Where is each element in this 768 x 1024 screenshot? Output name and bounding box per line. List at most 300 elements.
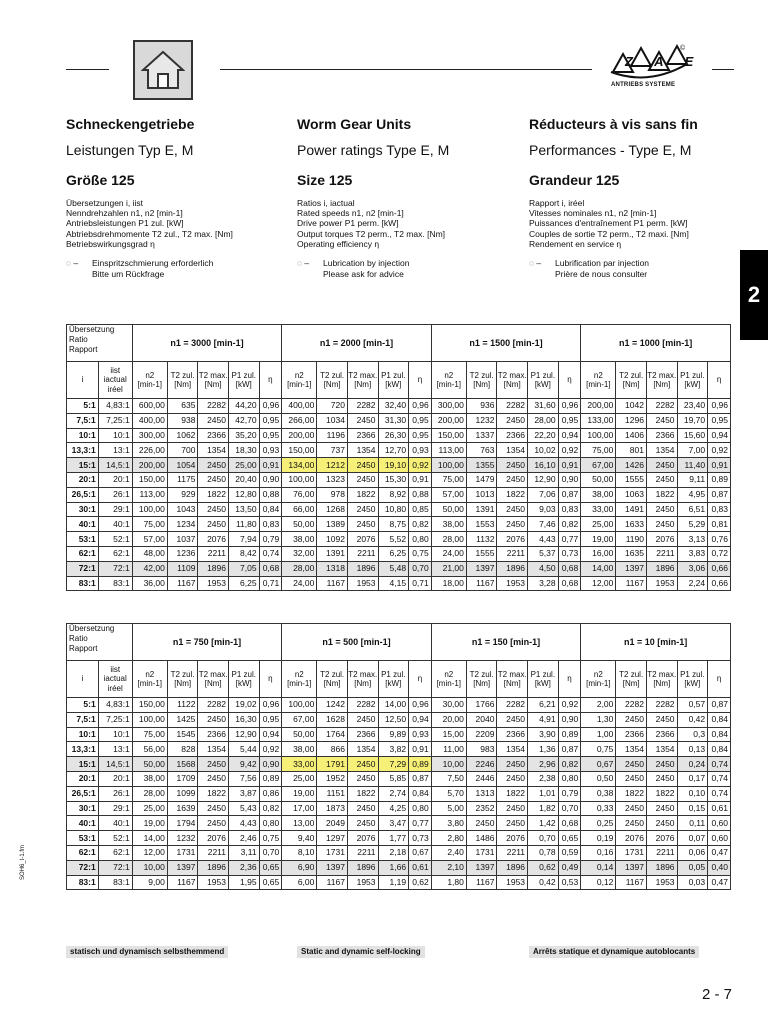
value-cell: 0,95 bbox=[259, 413, 282, 428]
value-cell: 1354 bbox=[497, 443, 528, 458]
input-speed-header: n1 = 1500 [min-1] bbox=[431, 325, 581, 362]
value-cell: 0,19 bbox=[581, 831, 616, 846]
value-cell: 0,92 bbox=[259, 742, 282, 757]
value-cell: 1313 bbox=[466, 786, 497, 801]
value-cell: 16,00 bbox=[581, 546, 616, 561]
table-row bbox=[67, 546, 731, 561]
value-cell: 0,83 bbox=[708, 502, 731, 517]
value-cell: 1873 bbox=[317, 801, 348, 816]
value-cell: 1822 bbox=[198, 786, 229, 801]
value-cell: 0,96 bbox=[409, 399, 432, 414]
value-cell: 1555 bbox=[616, 472, 647, 487]
col-label-line: T2 max. bbox=[647, 370, 677, 380]
value-cell: 1175 bbox=[167, 472, 198, 487]
col-label-line: [Nm] bbox=[503, 679, 521, 688]
value-cell: 1167 bbox=[317, 576, 348, 591]
value-cell: 2076 bbox=[198, 532, 229, 547]
spec-line: Rated speeds n1, n2 [min-1] bbox=[297, 208, 404, 219]
table-row bbox=[67, 399, 731, 414]
actual-ratio-cell: 52:1 bbox=[98, 532, 132, 547]
value-cell: 2450 bbox=[466, 816, 497, 831]
col-t2zul bbox=[466, 661, 497, 698]
value-cell: 38,00 bbox=[282, 742, 317, 757]
home-button[interactable] bbox=[133, 40, 193, 100]
value-cell: 929 bbox=[167, 487, 198, 502]
ratio-cell: 26,5:1 bbox=[67, 487, 99, 502]
col-n2 bbox=[431, 362, 466, 399]
value-cell: 0,68 bbox=[558, 561, 581, 576]
value-cell: 0,75 bbox=[259, 831, 282, 846]
input-speed-header: n1 = 3000 [min-1] bbox=[132, 325, 282, 362]
value-cell: 1354 bbox=[646, 443, 677, 458]
value-cell: 0,70 bbox=[528, 831, 559, 846]
value-cell: 9,03 bbox=[528, 502, 559, 517]
value-cell: 2,74 bbox=[378, 786, 409, 801]
value-cell: 700 bbox=[167, 443, 198, 458]
value-cell: 2049 bbox=[317, 816, 348, 831]
speed-header-row bbox=[67, 325, 731, 362]
value-cell: 20,00 bbox=[431, 712, 466, 727]
value-cell: 10,00 bbox=[431, 757, 466, 772]
value-cell: 2,96 bbox=[528, 757, 559, 772]
value-cell: 133,00 bbox=[581, 413, 616, 428]
value-cell: 1553 bbox=[466, 517, 497, 532]
value-cell: 0,79 bbox=[558, 786, 581, 801]
value-cell: 2282 bbox=[497, 698, 528, 713]
injection-symbol: ◌ – bbox=[66, 258, 79, 269]
value-cell: 1822 bbox=[646, 786, 677, 801]
value-cell: 0,96 bbox=[409, 698, 432, 713]
value-cell: 1822 bbox=[347, 786, 378, 801]
file-code: SOH6_I-1.fm bbox=[20, 844, 26, 880]
value-cell: 21,00 bbox=[431, 561, 466, 576]
value-cell: 1354 bbox=[347, 443, 378, 458]
value-cell: 0,65 bbox=[259, 860, 282, 875]
actual-ratio-cell: 83:1 bbox=[98, 576, 132, 591]
value-cell: 1,30 bbox=[581, 712, 616, 727]
value-cell: 720 bbox=[317, 399, 348, 414]
value-cell: 0,05 bbox=[677, 860, 708, 875]
actual-ratio-cell: 29:1 bbox=[98, 801, 132, 816]
value-cell: 2450 bbox=[497, 502, 528, 517]
col-label-line: [kW] bbox=[684, 679, 701, 688]
ratio-cell: 40:1 bbox=[67, 517, 99, 532]
table-row bbox=[67, 801, 731, 816]
value-cell: 0,84 bbox=[409, 786, 432, 801]
value-cell: 7,46 bbox=[528, 517, 559, 532]
value-cell: 0,91 bbox=[409, 742, 432, 757]
value-cell: 2076 bbox=[616, 831, 647, 846]
value-cell: 1639 bbox=[167, 801, 198, 816]
col-iist bbox=[98, 362, 132, 399]
value-cell: 2450 bbox=[497, 816, 528, 831]
size-en: Size 125 bbox=[297, 172, 353, 188]
logo-subtitle: ANTRIEBS SYSTEME bbox=[611, 82, 676, 88]
value-cell: 1037 bbox=[167, 532, 198, 547]
size-fr: Grandeur 125 bbox=[529, 172, 620, 188]
value-cell: 1953 bbox=[497, 576, 528, 591]
value-cell: 2450 bbox=[497, 472, 528, 487]
value-cell: 31,30 bbox=[378, 413, 409, 428]
col-label-line: T2 zul. bbox=[320, 370, 345, 380]
col-label-line: n2 bbox=[294, 370, 304, 380]
value-cell: 0,68 bbox=[558, 816, 581, 831]
col-label-line: P1 zul. bbox=[530, 370, 556, 380]
value-cell: 4,95 bbox=[677, 487, 708, 502]
col-label-line: [kW] bbox=[534, 679, 551, 688]
value-cell: 2446 bbox=[466, 771, 497, 786]
value-cell: 1952 bbox=[317, 771, 348, 786]
value-cell: 17,00 bbox=[282, 801, 317, 816]
value-cell: 113,00 bbox=[431, 443, 466, 458]
value-cell: 18,00 bbox=[431, 576, 466, 591]
col-label-line: [Nm] bbox=[354, 679, 372, 688]
value-cell: 0,92 bbox=[558, 443, 581, 458]
spec-line: Nenndrehzahlen n1, n2 [min-1] bbox=[66, 208, 183, 219]
value-cell: 2450 bbox=[198, 413, 229, 428]
col-t2max bbox=[347, 661, 378, 698]
spec-list-de bbox=[66, 198, 281, 249]
title-de: Schneckengetriebe bbox=[66, 116, 195, 132]
value-cell: 57,00 bbox=[132, 532, 167, 547]
col-t2max bbox=[347, 362, 378, 399]
value-cell: 0,82 bbox=[558, 757, 581, 772]
col-label-line: n2 bbox=[593, 370, 603, 380]
value-cell: 0,89 bbox=[259, 771, 282, 786]
value-cell: 1167 bbox=[317, 875, 348, 890]
value-cell: 1389 bbox=[317, 517, 348, 532]
value-cell: 763 bbox=[466, 443, 497, 458]
value-cell: 0,83 bbox=[558, 502, 581, 517]
value-cell: 0,84 bbox=[708, 727, 731, 742]
value-cell: 0,91 bbox=[558, 458, 581, 473]
value-cell: 2450 bbox=[616, 712, 647, 727]
value-cell: 33,00 bbox=[581, 502, 616, 517]
value-cell: 15,00 bbox=[431, 727, 466, 742]
value-cell: 0,96 bbox=[259, 399, 282, 414]
value-cell: 1167 bbox=[616, 576, 647, 591]
actual-ratio-cell: 40:1 bbox=[98, 816, 132, 831]
value-cell: 1406 bbox=[616, 428, 647, 443]
spec-line: Rapport i, iréel bbox=[529, 198, 585, 208]
value-cell: 0,53 bbox=[558, 875, 581, 890]
col-label-line: [min-1] bbox=[436, 380, 462, 389]
value-cell: 1063 bbox=[616, 487, 647, 502]
value-cell: 50,00 bbox=[581, 472, 616, 487]
value-cell: 0,82 bbox=[409, 517, 432, 532]
value-cell: 1822 bbox=[198, 487, 229, 502]
value-cell: 1391 bbox=[466, 502, 497, 517]
ratio-header bbox=[67, 624, 133, 661]
ratio-cell: 72:1 bbox=[67, 860, 99, 875]
value-cell: 2246 bbox=[466, 757, 497, 772]
actual-ratio-cell: 4,83:1 bbox=[98, 399, 132, 414]
value-cell: 226,00 bbox=[132, 443, 167, 458]
value-cell: 2209 bbox=[466, 727, 497, 742]
col-t2max bbox=[646, 362, 677, 399]
value-cell: 4,50 bbox=[528, 561, 559, 576]
value-cell: 1486 bbox=[466, 831, 497, 846]
col-label-line: P1 zul. bbox=[680, 370, 705, 380]
value-cell: 6,90 bbox=[282, 860, 317, 875]
value-cell: 0,92 bbox=[558, 698, 581, 713]
value-cell: 150,00 bbox=[431, 428, 466, 443]
value-cell: 9,00 bbox=[132, 875, 167, 890]
table-row bbox=[67, 502, 731, 517]
value-cell: 2211 bbox=[198, 546, 229, 561]
value-cell: 1896 bbox=[347, 860, 378, 875]
col-p1 bbox=[229, 661, 260, 698]
col-n2 bbox=[581, 362, 616, 399]
ratio-cell: 72:1 bbox=[67, 561, 99, 576]
value-cell: 2450 bbox=[497, 458, 528, 473]
note-line: Please ask for advice bbox=[323, 268, 404, 279]
value-cell: 1397 bbox=[616, 860, 647, 875]
value-cell: 1425 bbox=[167, 712, 198, 727]
value-cell: 2450 bbox=[198, 816, 229, 831]
value-cell: 2450 bbox=[347, 801, 378, 816]
speed-header-row bbox=[67, 624, 731, 661]
value-cell: 1,82 bbox=[528, 801, 559, 816]
value-cell: 1764 bbox=[317, 727, 348, 742]
value-cell: 2450 bbox=[347, 458, 378, 473]
title-fr: Réducteurs à vis sans fin bbox=[529, 116, 698, 132]
col-t2zul bbox=[317, 661, 348, 698]
value-cell: 0,80 bbox=[259, 816, 282, 831]
value-cell: 67,00 bbox=[282, 712, 317, 727]
title-en: Worm Gear Units bbox=[297, 116, 412, 132]
value-cell: 1397 bbox=[317, 860, 348, 875]
actual-ratio-cell: 72:1 bbox=[98, 860, 132, 875]
value-cell: 19,00 bbox=[282, 786, 317, 801]
table-row bbox=[67, 757, 731, 772]
spec-line: Übersetzungen i, iist bbox=[66, 198, 144, 208]
value-cell: 2211 bbox=[347, 546, 378, 561]
table-row bbox=[67, 860, 731, 875]
ratio-cell: 15:1 bbox=[67, 458, 99, 473]
value-cell: 6,25 bbox=[229, 576, 260, 591]
value-cell: 134,00 bbox=[282, 458, 317, 473]
value-cell: 2282 bbox=[347, 399, 378, 414]
ratio-header-line: Rapport bbox=[69, 644, 98, 653]
value-cell: 0,93 bbox=[409, 727, 432, 742]
value-cell: 600,00 bbox=[132, 399, 167, 414]
value-cell: 0,94 bbox=[708, 428, 731, 443]
value-cell: 2450 bbox=[198, 517, 229, 532]
value-cell: 1,95 bbox=[229, 875, 260, 890]
col-t2max bbox=[198, 661, 229, 698]
col-label-line: [kW] bbox=[385, 679, 402, 688]
value-cell: 50,00 bbox=[431, 502, 466, 517]
value-cell: 1167 bbox=[167, 576, 198, 591]
value-cell: 100,00 bbox=[282, 698, 317, 713]
value-cell: 1545 bbox=[167, 727, 198, 742]
value-cell: 0,89 bbox=[708, 472, 731, 487]
value-cell: 1242 bbox=[317, 698, 348, 713]
actual-ratio-cell: 10:1 bbox=[98, 727, 132, 742]
value-cell: 0,33 bbox=[581, 801, 616, 816]
value-cell: 300,00 bbox=[431, 399, 466, 414]
value-cell: 3,90 bbox=[528, 727, 559, 742]
ratings-table-2 bbox=[66, 623, 731, 890]
col-t2zul bbox=[317, 362, 348, 399]
value-cell: 2040 bbox=[466, 712, 497, 727]
value-cell: 0,89 bbox=[409, 757, 432, 772]
value-cell: 2450 bbox=[616, 771, 647, 786]
value-cell: 5,00 bbox=[431, 801, 466, 816]
value-cell: 1822 bbox=[347, 487, 378, 502]
col-t2max bbox=[646, 661, 677, 698]
col-n2 bbox=[132, 661, 167, 698]
value-cell: 0,14 bbox=[581, 860, 616, 875]
ratio-cell: 5:1 bbox=[67, 698, 99, 713]
footer-note-fr: Arrêts statique et dynamique autoblocants bbox=[529, 946, 699, 958]
value-cell: 2076 bbox=[347, 831, 378, 846]
value-cell: 2450 bbox=[347, 712, 378, 727]
value-cell: 10,80 bbox=[378, 502, 409, 517]
value-cell: 1043 bbox=[167, 502, 198, 517]
value-cell: 150,00 bbox=[132, 472, 167, 487]
value-cell: 48,00 bbox=[132, 546, 167, 561]
value-cell: 0,67 bbox=[581, 757, 616, 772]
footer-note-en: Static and dynamic self-locking bbox=[297, 946, 425, 958]
value-cell: 1896 bbox=[198, 561, 229, 576]
col-eta: η bbox=[409, 661, 432, 698]
col-p1 bbox=[677, 661, 708, 698]
value-cell: 75,00 bbox=[431, 472, 466, 487]
value-cell: 0,62 bbox=[409, 875, 432, 890]
value-cell: 100,00 bbox=[431, 458, 466, 473]
value-cell: 0,17 bbox=[677, 771, 708, 786]
value-cell: 0,83 bbox=[259, 517, 282, 532]
value-cell: 2366 bbox=[646, 727, 677, 742]
value-cell: 76,00 bbox=[282, 487, 317, 502]
col-label-line: P1 zul. bbox=[680, 669, 705, 679]
value-cell: 0,88 bbox=[409, 487, 432, 502]
value-cell: 8,42 bbox=[229, 546, 260, 561]
value-cell: 19,02 bbox=[229, 698, 260, 713]
value-cell: 1354 bbox=[497, 742, 528, 757]
col-t2max bbox=[198, 362, 229, 399]
value-cell: 5,52 bbox=[378, 532, 409, 547]
ratio-cell: 62:1 bbox=[67, 546, 99, 561]
actual-ratio-cell: 52:1 bbox=[98, 831, 132, 846]
value-cell: 978 bbox=[317, 487, 348, 502]
value-cell: 2366 bbox=[497, 727, 528, 742]
value-cell: 12,00 bbox=[581, 576, 616, 591]
value-cell: 2,10 bbox=[431, 860, 466, 875]
col-p1 bbox=[378, 661, 409, 698]
value-cell: 0,68 bbox=[259, 561, 282, 576]
ratio-cell: 5:1 bbox=[67, 399, 99, 414]
value-cell: 1766 bbox=[466, 698, 497, 713]
table-row bbox=[67, 786, 731, 801]
value-cell: 2450 bbox=[646, 771, 677, 786]
value-cell: 0,73 bbox=[558, 546, 581, 561]
size-de: Größe 125 bbox=[66, 172, 135, 188]
value-cell: 0,75 bbox=[581, 742, 616, 757]
value-cell: 1354 bbox=[646, 742, 677, 757]
value-cell: 2,46 bbox=[229, 831, 260, 846]
value-cell: 0,68 bbox=[558, 576, 581, 591]
col-n2 bbox=[282, 362, 317, 399]
value-cell: 0,73 bbox=[409, 831, 432, 846]
value-cell: 3,80 bbox=[431, 816, 466, 831]
page-number: 2 - 7 bbox=[702, 986, 733, 1003]
col-label-line: iactual bbox=[103, 375, 127, 385]
value-cell: 2282 bbox=[646, 698, 677, 713]
col-i: i bbox=[67, 661, 99, 698]
table-row bbox=[67, 413, 731, 428]
value-cell: 35,20 bbox=[229, 428, 260, 443]
value-cell: 5,43 bbox=[229, 801, 260, 816]
value-cell: 2352 bbox=[466, 801, 497, 816]
value-cell: 7,94 bbox=[229, 532, 260, 547]
value-cell: 1054 bbox=[167, 458, 198, 473]
value-cell: 7,00 bbox=[677, 443, 708, 458]
section-tab[interactable]: 2 bbox=[740, 250, 768, 340]
table-row bbox=[67, 532, 731, 547]
value-cell: 0,49 bbox=[558, 860, 581, 875]
value-cell: 2211 bbox=[198, 845, 229, 860]
value-cell: 1,42 bbox=[528, 816, 559, 831]
value-cell: 1628 bbox=[317, 712, 348, 727]
value-cell: 1013 bbox=[466, 487, 497, 502]
value-cell: 0,74 bbox=[708, 786, 731, 801]
value-cell: 0,38 bbox=[581, 786, 616, 801]
value-cell: 7,29 bbox=[378, 757, 409, 772]
value-cell: 0,70 bbox=[558, 801, 581, 816]
value-cell: 1099 bbox=[167, 786, 198, 801]
value-cell: 2450 bbox=[347, 757, 378, 772]
col-label-line: T2 max. bbox=[647, 669, 677, 679]
value-cell: 0,66 bbox=[708, 576, 731, 591]
value-cell: 1236 bbox=[167, 546, 198, 561]
value-cell: 66,00 bbox=[282, 502, 317, 517]
spec-line: Abtriebsdrehmomente T2 zul., T2 max. [Nm] bbox=[66, 228, 233, 239]
col-label-line: iist bbox=[110, 365, 121, 375]
value-cell: 0,82 bbox=[558, 517, 581, 532]
col-iist bbox=[98, 661, 132, 698]
col-eta: η bbox=[409, 362, 432, 399]
value-cell: 2450 bbox=[646, 413, 677, 428]
value-cell: 2211 bbox=[497, 845, 528, 860]
col-label-line: n2 bbox=[593, 669, 603, 679]
value-cell: 0,71 bbox=[259, 576, 282, 591]
input-speed-header: n1 = 2000 [min-1] bbox=[282, 325, 432, 362]
spec-line: Puissances d'entraînement P1 perm. [kW] bbox=[529, 218, 688, 229]
value-cell: 983 bbox=[466, 742, 497, 757]
value-cell: 2450 bbox=[497, 771, 528, 786]
col-n2 bbox=[132, 362, 167, 399]
value-cell: 0,13 bbox=[677, 742, 708, 757]
value-cell: 1896 bbox=[497, 860, 528, 875]
col-label-line: P1 zul. bbox=[530, 669, 556, 679]
value-cell: 4,15 bbox=[378, 576, 409, 591]
value-cell: 1132 bbox=[466, 532, 497, 547]
value-cell: 1354 bbox=[347, 742, 378, 757]
value-cell: 200,00 bbox=[581, 399, 616, 414]
value-cell: 33,00 bbox=[282, 757, 317, 772]
ratio-cell: 30:1 bbox=[67, 502, 99, 517]
value-cell: 1212 bbox=[317, 458, 348, 473]
value-cell: 1,36 bbox=[528, 742, 559, 757]
col-label-line: T2 zul. bbox=[320, 669, 345, 679]
value-cell: 5,70 bbox=[431, 786, 466, 801]
value-cell: 1354 bbox=[198, 443, 229, 458]
actual-ratio-cell: 7,25:1 bbox=[98, 413, 132, 428]
table-row bbox=[67, 517, 731, 532]
